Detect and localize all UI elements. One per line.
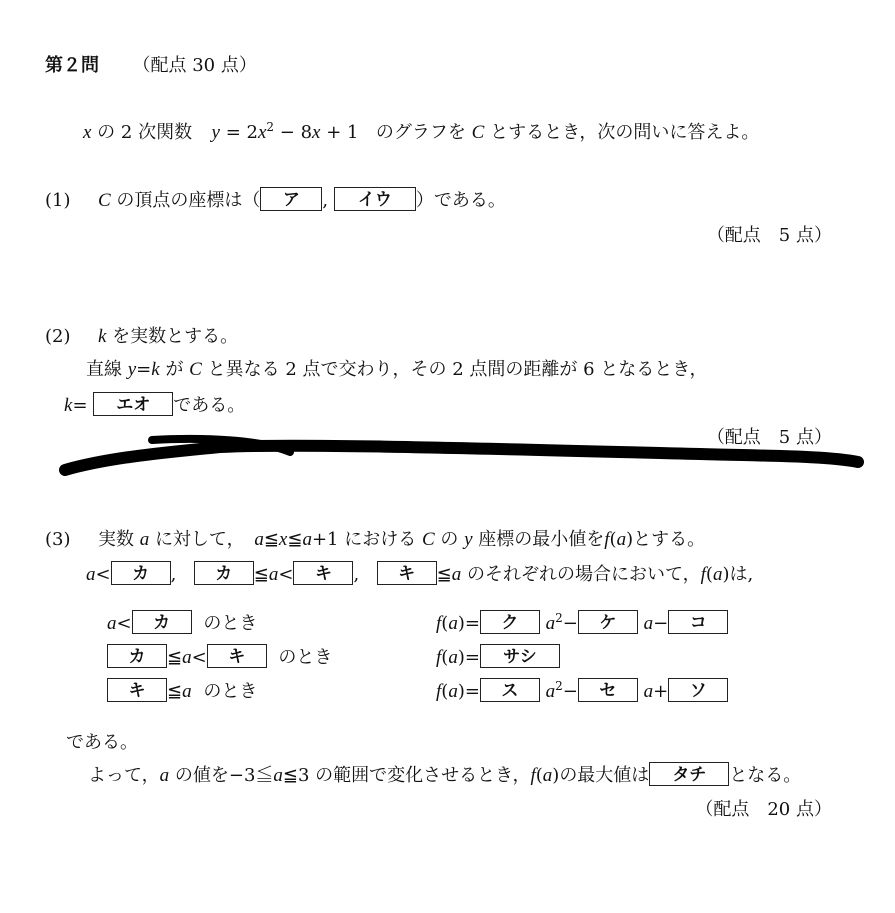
q3-text: の最大値は	[559, 765, 650, 786]
q3-line-7: よって，a の値を−3≦a≦3 の範囲で変化させるとき，f(a)の最大値は タチ となる。	[88, 764, 801, 788]
q3-text: のとき	[278, 647, 333, 668]
answer-box-tachi[interactable]: タチ	[649, 762, 729, 786]
case-2-formula: f(a)= サシ	[436, 646, 560, 670]
intro-text: の 2 次関数	[97, 122, 193, 143]
case-3-condition: キ ≦a のとき	[107, 680, 257, 704]
question-number: (2)	[45, 326, 71, 347]
quadratic-function: $y = 2x^2 - 8x + 1$	[211, 120, 359, 143]
q3-text: 座標の最小値を	[478, 529, 605, 550]
q3-text: のとき	[203, 681, 258, 702]
case-1-condition: a< カ のとき	[107, 612, 257, 636]
q1-points: （配点 5 点）	[706, 225, 832, 246]
q3-text: のそれぞれの場合において，	[466, 564, 701, 585]
question-1: (1) C の頂点の座標は（ ア , イウ ）である。	[45, 189, 506, 213]
problem-points: （配点 30 点）	[132, 55, 257, 76]
q2-points: （配点 5 点）	[706, 427, 832, 448]
q3-text: とする。	[633, 529, 706, 550]
answer-box-ki[interactable]: キ	[207, 644, 267, 668]
answer-box-ku[interactable]: ク	[480, 610, 540, 634]
answer-box-ka[interactable]: カ	[132, 610, 192, 634]
q1-text: ）である。	[415, 190, 506, 211]
q3-text: ≦3 の範囲で変化させるとき，	[282, 765, 531, 786]
answer-box-iu[interactable]: イウ	[334, 187, 416, 211]
answer-box-a[interactable]: ア	[260, 187, 322, 211]
q2-text: が	[165, 359, 184, 380]
answer-box-ka[interactable]: カ	[194, 561, 254, 585]
q3-points: （配点 20 点）	[695, 799, 832, 820]
answer-box-ki[interactable]: キ	[293, 561, 353, 585]
q2-line-2: 直線 y=k が C と異なる 2 点で交わり，その 2 点間の距離が 6 となるとき，	[86, 359, 708, 380]
answer-box-ki[interactable]: キ	[377, 561, 437, 585]
intro-text: とするとき，次の問いに答えよ。	[490, 122, 760, 143]
q2-text: を実数とする。	[112, 326, 239, 347]
q3-text: における	[344, 529, 417, 550]
problem-title: 第２問	[45, 55, 99, 76]
q3-text: の	[440, 529, 459, 550]
q2-text: である。	[173, 395, 246, 416]
answer-box-se[interactable]: セ	[578, 678, 638, 702]
question-number: (1)	[45, 190, 71, 211]
answer-box-so[interactable]: ソ	[668, 678, 728, 702]
q3-text: の値を−3≦	[174, 765, 274, 786]
q3-line-6: である。	[66, 732, 138, 753]
answer-box-ka[interactable]: カ	[107, 644, 167, 668]
q3-text: のとき	[203, 613, 258, 634]
q2-text: 直線	[86, 359, 122, 380]
q2-text: と異なる 2 点で交わり，その 2 点間の距離が 6 となるとき，	[207, 359, 708, 380]
q3-text: となる。	[729, 765, 802, 786]
answer-box-ka[interactable]: カ	[111, 561, 171, 585]
answer-box-eo[interactable]: エオ	[93, 392, 173, 416]
q3-text: に対して，	[154, 529, 245, 550]
q3-text: 実数	[97, 529, 134, 550]
answer-box-sashi[interactable]: サシ	[480, 644, 560, 668]
answer-box-ki[interactable]: キ	[107, 678, 167, 702]
answer-box-ko[interactable]: コ	[668, 610, 728, 634]
q1-text: の頂点の座標は（	[116, 190, 261, 211]
question-2: (2) k を実数とする。	[45, 326, 239, 347]
intro-text: のグラフを	[375, 122, 466, 143]
q2-line-3: k= エオ である。	[64, 394, 245, 418]
q3-line-2: a< カ , カ ≦a< キ , キ ≦a のそれぞれの場合において，f(a)は,	[86, 563, 753, 587]
case-2-condition: カ ≦a< キ のとき	[107, 646, 332, 670]
question-3: (3) 実数 a に対して， a≦x≦a+1 における C の y 座標の最小値をf(a)とする。	[45, 529, 706, 550]
case-3-formula: f(a)= ス $a^2-$ セ a+ ソ	[436, 680, 728, 704]
answer-box-ke[interactable]: ケ	[578, 610, 638, 634]
question-number: (3)	[45, 529, 71, 550]
answer-box-su[interactable]: ス	[480, 678, 540, 702]
q3-text: よって，	[88, 765, 160, 786]
intro-line: x の 2 次関数 $y = 2x^2 - 8x + 1$ のグラフを C とするとき，次の問いに答えよ。	[83, 120, 760, 143]
case-1-formula: f(a)= ク $a^2-$ ケ a− コ	[436, 612, 728, 636]
